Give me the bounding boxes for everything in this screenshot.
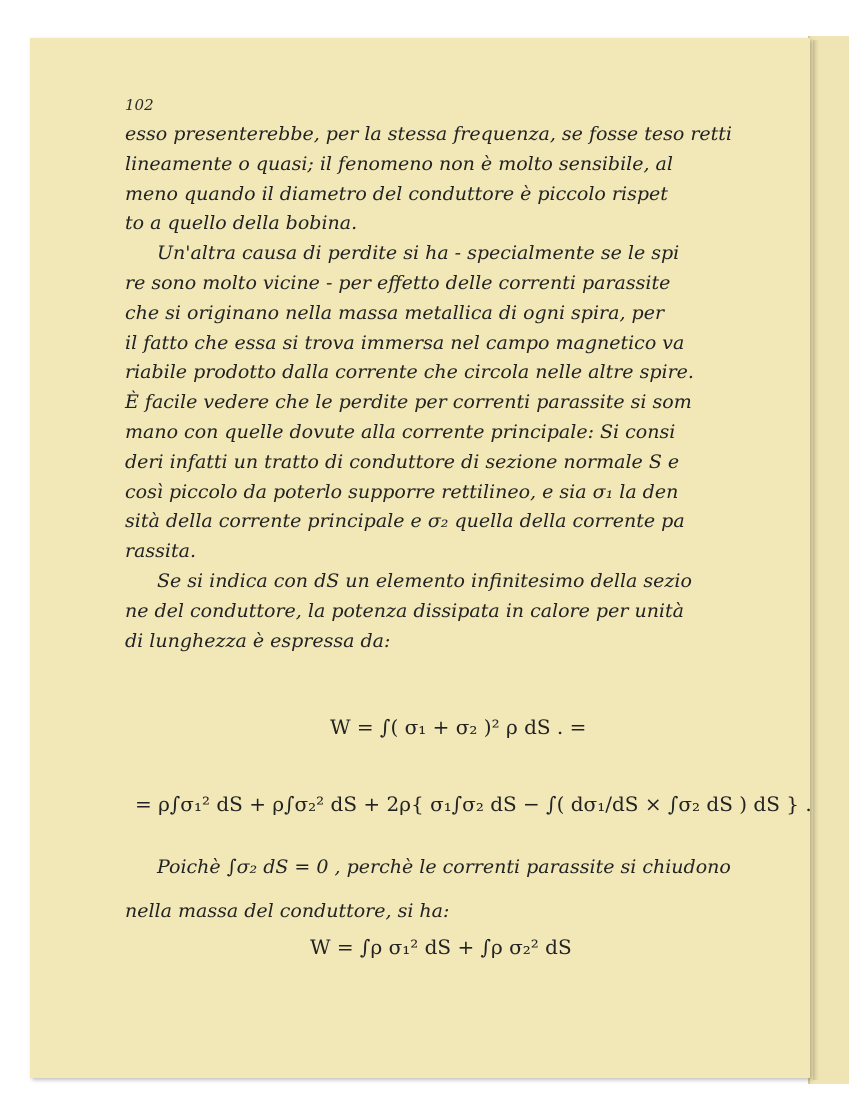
equation-expansion: = ρ∫σ₁² dS + ρ∫σ₂² dS + 2ρ{ σ₁∫σ₂ dS − ∫( dσ₁/dS × ∫σ₂ dS ) dS } .	[135, 792, 812, 816]
equation-power: W = ∫( σ₁ + σ₂ )² ρ dS . =	[330, 715, 587, 739]
text-line: riabile prodotto dalla corrente che circola nelle altre spire.	[125, 361, 694, 384]
text-line: il fatto che essa si trova immersa nel campo magnetico va	[125, 331, 685, 354]
text-line: lineamente o quasi; il fenomeno non è molto sensibile, al	[125, 152, 673, 175]
text-line: nella massa del conduttore, si ha:	[125, 900, 450, 922]
text-line: meno quando il diametro del conduttore è piccolo rispet	[125, 182, 668, 205]
equation-result: W = ∫ρ σ₁² dS + ∫ρ σ₂² dS	[310, 935, 572, 959]
text-line: esso presenterebbe, per la stessa frequenza, se fosse teso retti	[125, 123, 732, 145]
page-fold-shadow	[813, 40, 819, 1080]
text-line: sità della corrente principale e σ₂ quella della corrente pa	[125, 510, 685, 533]
text-line: È facile vedere che le perdite per correnti parassite si som	[125, 391, 692, 414]
text-line: ne del conduttore, la potenza dissipata in calore per unità	[125, 599, 684, 622]
text-line: re sono molto vicine - per effetto delle correnti parassite	[125, 271, 671, 294]
text-line: così piccolo da poterlo supporre rettilineo, e sia σ₁ la den	[125, 480, 679, 503]
text-line: deri infatti un tratto di conduttore di sezione normale S e	[125, 450, 680, 473]
text-line: rassita.	[125, 540, 196, 563]
page-number: 102	[125, 96, 154, 114]
text-line: che si originano nella massa metallica di ogni spira, per	[125, 301, 665, 324]
manuscript-text	[125, 120, 775, 656]
text-line: Se si indica con dS un elemento infinitesimo della sezio	[157, 569, 692, 592]
text-line: to a quello della bobina.	[125, 212, 358, 235]
text-line: di lunghezza è espressa da:	[125, 629, 391, 652]
text-line: Un'altra causa di perdite si ha - specialmente se le spi	[157, 242, 680, 265]
text-line: Poichè ∫σ₂ dS = 0 , perchè le correnti parassite si chiudono	[157, 856, 731, 878]
manuscript-text-after	[125, 845, 775, 933]
text-line: mano con quelle dovute alla corrente principale: Si consi	[125, 420, 676, 443]
